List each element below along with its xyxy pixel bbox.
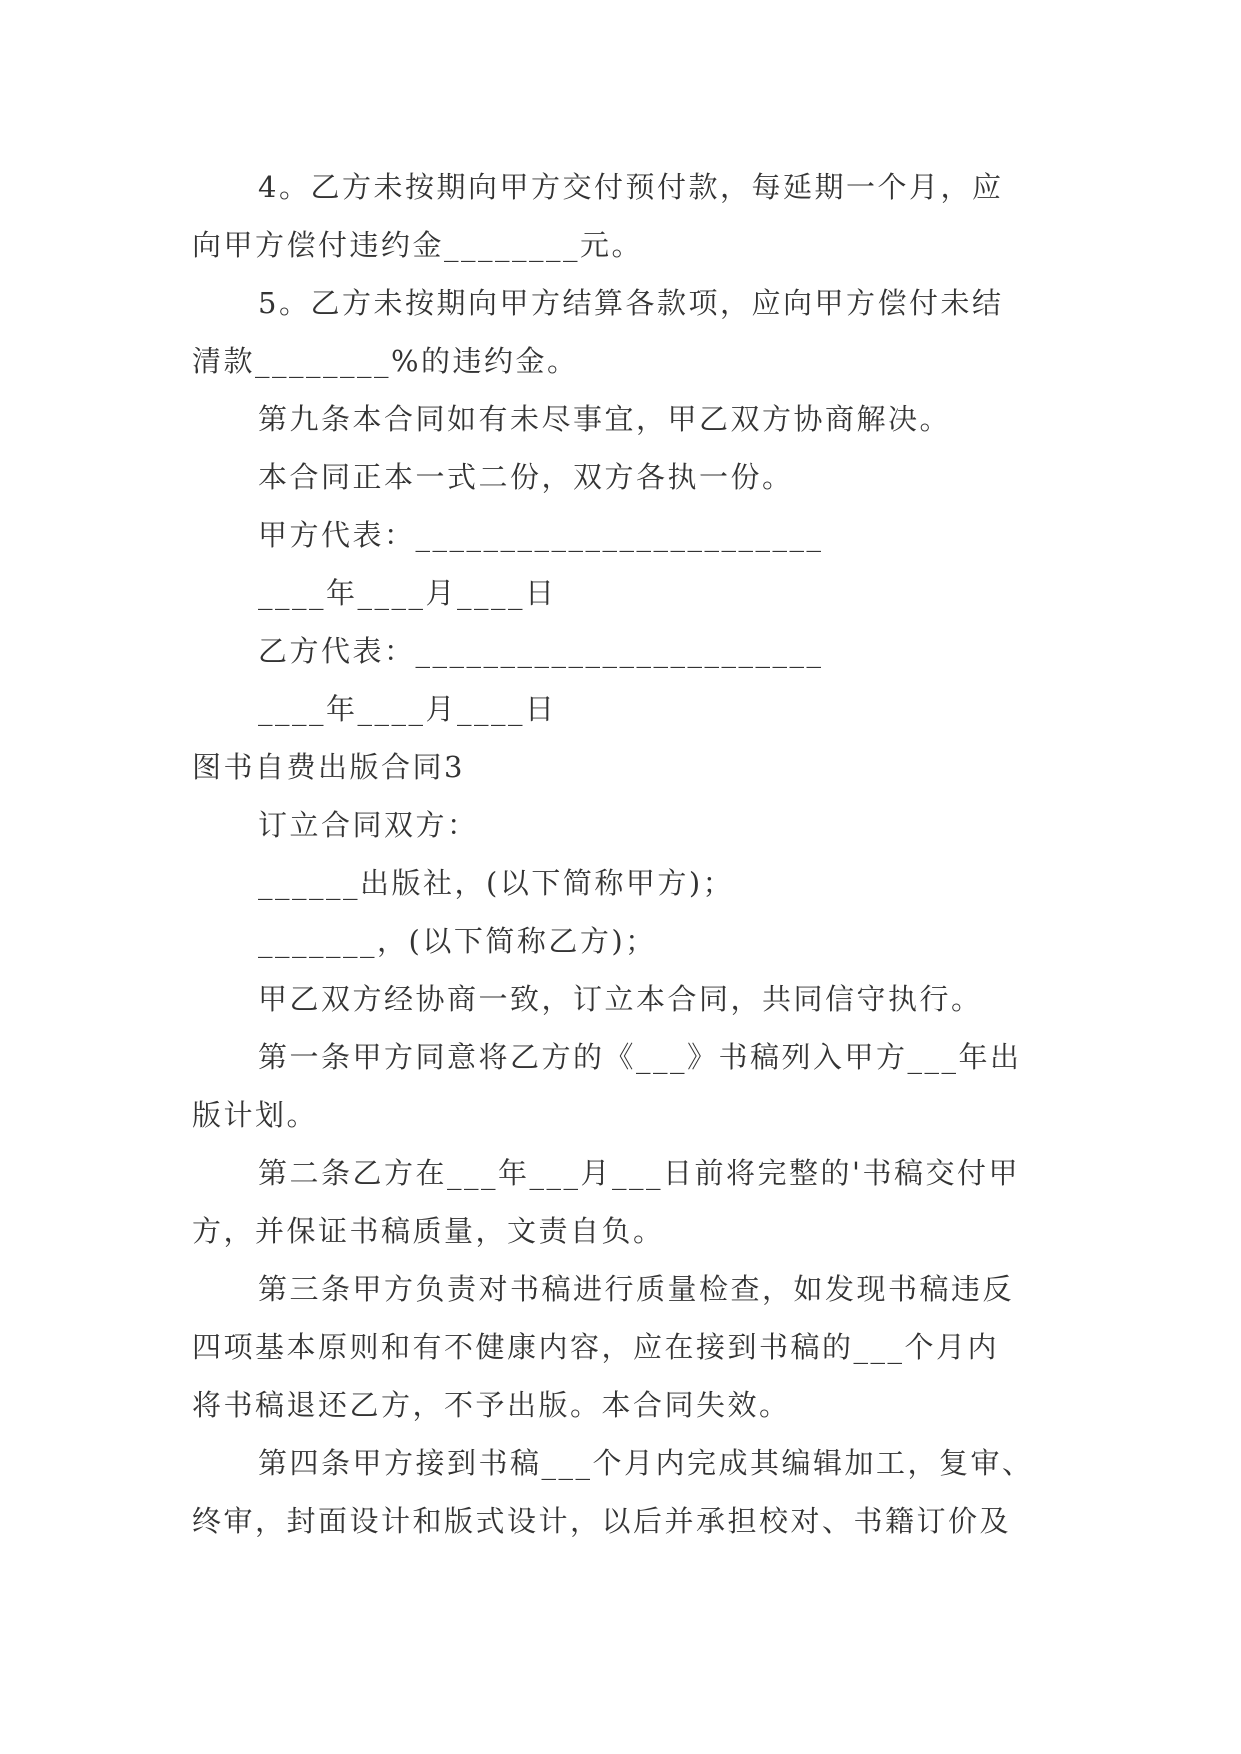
paragraph-line: 第九条本合同如有未尽事宜，甲乙双方协商解决。 [258,402,952,436]
section-title: 图书自费出版合同3 [192,750,465,784]
paragraph-line: 将书稿退还乙方，不予出版。本合同失效。 [192,1388,791,1422]
paragraph-line: 本合同正本一式二份，双方各执一份。 [258,460,794,494]
paragraph-line: 清款________%的违约金。 [192,344,579,378]
paragraph-line: 订立合同双方： [258,808,479,842]
paragraph-line: 第四条甲方接到书稿___个月内完成其编辑加工，复审、 [258,1446,1034,1480]
paragraph-line: 第一条甲方同意将乙方的《___》书稿列入甲方___年出 [258,1040,1022,1074]
paragraph-line: 方，并保证书稿质量，文责自负。 [192,1214,665,1248]
paragraph-line: 第二条乙方在___年___月___日前将完整的'书稿交付甲 [258,1156,1020,1190]
signature-line-party-a: 甲方代表：________________________ [258,518,824,552]
paragraph-line: 甲乙双方经协商一致，订立本合同，共同信守执行。 [258,982,983,1016]
date-line: ____年____月____日 [258,576,557,610]
contract-text [192,158,1052,1550]
paragraph-line: 4。乙方未按期向甲方交付预付款，每延期一个月，应 [258,170,1004,204]
paragraph-line: 5。乙方未按期向甲方结算各款项，应向甲方偿付未结 [258,286,1004,320]
paragraph-line: 第三条甲方负责对书稿进行质量检查，如发现书稿违反 [258,1272,1015,1306]
signature-line-party-b: 乙方代表：________________________ [258,634,824,668]
paragraph-line: _______，(以下简称乙方)； [258,924,657,958]
date-line: ____年____月____日 [258,692,557,726]
paragraph-line: ______出版社，(以下简称甲方)； [258,866,735,900]
paragraph-line: 向甲方偿付违约金________元。 [192,228,644,262]
paragraph-line: 四项基本原则和有不健康内容，应在接到书稿的___个月内 [192,1330,1000,1364]
paragraph-line: 版计划。 [192,1098,319,1132]
paragraph-line: 终审，封面设计和版式设计，以后并承担校对、书籍订价及 [192,1504,1012,1538]
